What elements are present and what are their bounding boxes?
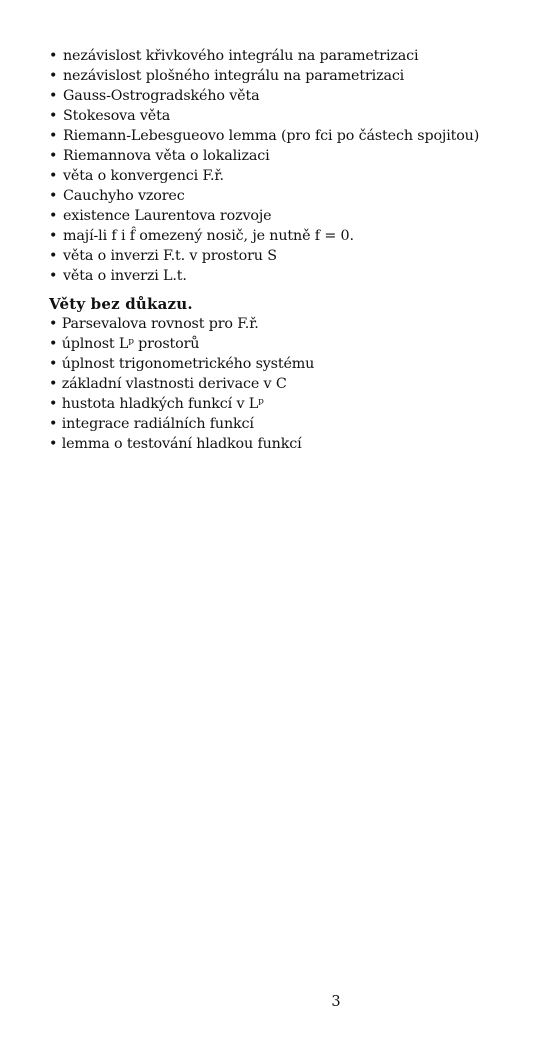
- bullet: •: [49, 376, 58, 392]
- bullet: •: [49, 436, 58, 452]
- bullet: •: [49, 108, 58, 124]
- bullet: •: [49, 188, 58, 204]
- bullet: •: [49, 68, 58, 84]
- list-item-text: Riemannova věta o lokalizaci: [63, 148, 270, 164]
- bullet: •: [49, 416, 58, 432]
- bullet: •: [49, 148, 58, 164]
- list-item-text: integrace radiálních funkcí: [61, 416, 254, 432]
- bullet: •: [49, 88, 58, 104]
- page-number: 3: [331, 994, 341, 1010]
- list-item-text: věta o inverzi L.t.: [63, 268, 187, 284]
- list-item-text: věta o konvergenci F.ř.: [63, 168, 224, 184]
- bullet: •: [49, 168, 58, 184]
- bullet: •: [49, 228, 58, 244]
- list-item: [49, 414, 509, 434]
- list-item-text: úplnost Lᵖ prostorů: [61, 336, 200, 352]
- section-heading: Věty bez důkazu.: [49, 295, 193, 313]
- list-item-text: základní vlastnosti derivace v C: [61, 376, 287, 392]
- list-item: [49, 314, 509, 334]
- bullet: •: [49, 268, 58, 284]
- list-item-text: mají-li f i f̂ omezený nosič, je nutně f = 0.: [63, 228, 354, 244]
- list-item-text: nezávislost plošného integrálu na parametrizaci: [63, 68, 405, 84]
- bullet: •: [49, 208, 58, 224]
- bullet: •: [49, 396, 58, 412]
- list-item: [49, 106, 509, 126]
- list-item: [49, 186, 509, 206]
- list-item-text: Gauss-Ostrogradského věta: [63, 88, 260, 104]
- list-item: [49, 246, 509, 266]
- theorems-without-proof-list: [49, 314, 509, 454]
- list-item: [49, 394, 509, 414]
- list-item: [49, 86, 509, 106]
- list-item: [49, 434, 509, 454]
- bullet: •: [49, 248, 58, 264]
- list-item: [49, 206, 509, 226]
- bullet: •: [49, 336, 58, 352]
- bullet: •: [49, 356, 58, 372]
- list-item: [49, 374, 509, 394]
- list-item: [49, 354, 509, 374]
- list-item: [49, 334, 509, 354]
- list-item-text: Parsevalova rovnost pro F.ř.: [61, 316, 259, 332]
- page-content: [49, 46, 509, 454]
- list-item: [49, 266, 509, 286]
- list-item-text: Cauchyho vzorec: [63, 188, 185, 204]
- list-item-text: existence Laurentova rozvoje: [63, 208, 272, 224]
- bullet: •: [49, 128, 58, 144]
- list-item: [49, 66, 509, 86]
- list-item: [49, 46, 509, 66]
- bullet: •: [49, 316, 58, 332]
- list-item-text: věta o inverzi F.t. v prostoru S: [63, 248, 277, 264]
- list-item-text: Riemann-Lebesgueovo lemma (pro fci po částech spojitou): [63, 128, 480, 144]
- list-item: [49, 166, 509, 186]
- list-item: [49, 226, 509, 246]
- list-item-text: nezávislost křivkového integrálu na parametrizaci: [63, 48, 419, 64]
- theorems-with-proof-list: [49, 46, 509, 286]
- list-item: [49, 146, 509, 166]
- list-item-text: hustota hladkých funkcí v Lᵖ: [61, 396, 264, 412]
- list-item-text: úplnost trigonometrického systému: [61, 356, 315, 372]
- list-item-text: lemma o testování hladkou funkcí: [61, 436, 302, 452]
- list-item-text: Stokesova věta: [63, 108, 171, 124]
- bullet: •: [49, 48, 58, 64]
- list-item: [49, 126, 509, 146]
